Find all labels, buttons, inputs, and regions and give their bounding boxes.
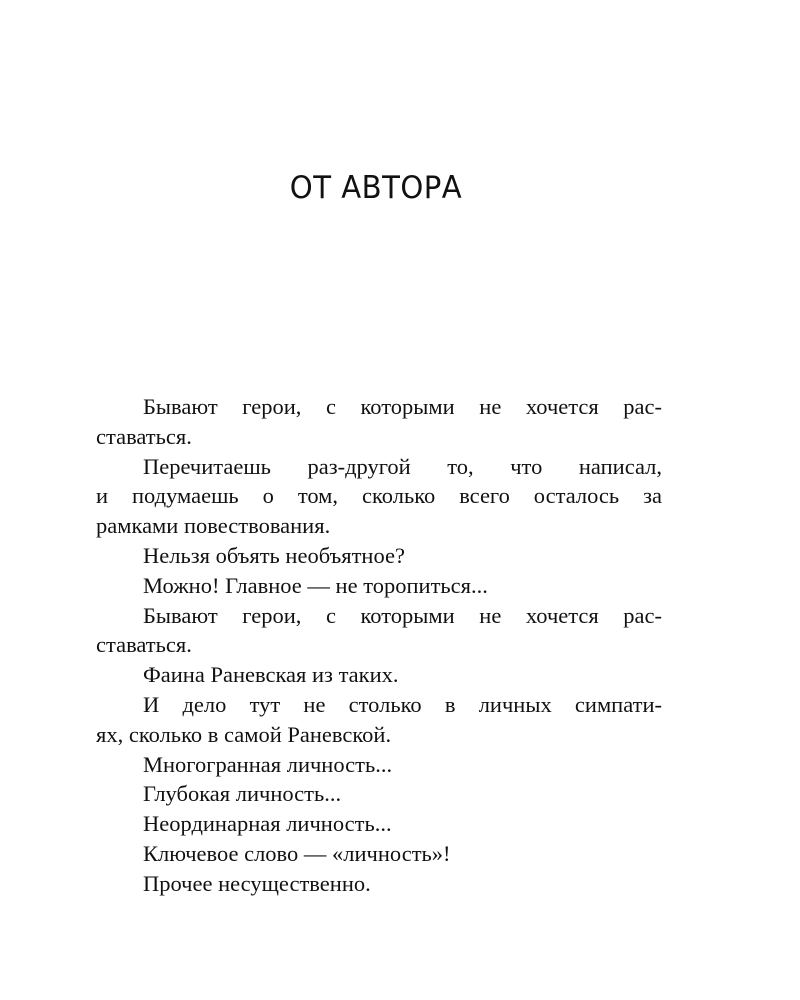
chapter-title: ОТ АВТОРА — [289, 170, 463, 206]
text-line: Глубокая личность... — [143, 781, 342, 807]
paragraph — [96, 392, 662, 452]
paragraph — [96, 750, 662, 780]
text-line: ставаться. — [96, 423, 192, 449]
paragraph — [96, 869, 662, 899]
text-line: Нельзя объять необъятное? — [143, 542, 405, 568]
text-line: Ключевое слово — «личность»! — [143, 840, 451, 866]
paragraph — [96, 839, 662, 869]
paragraph — [96, 571, 662, 601]
text-line: Бывают герои, с которыми не хочется рас- — [143, 394, 662, 419]
text-line: ях, сколько в самой Раневской. — [96, 721, 392, 747]
text-line: Перечитаешь раз-другой то, что написал, — [143, 453, 662, 479]
paragraph — [96, 452, 662, 541]
text-line: Бывают герои, с которыми не хочется рас- — [143, 602, 662, 628]
paragraph — [96, 690, 662, 750]
text-line: Многогранная личность... — [143, 751, 393, 777]
text-line: и подумаешь о том, сколько всего осталось за — [96, 483, 662, 509]
text-line: ставаться. — [96, 632, 192, 658]
paragraph — [96, 660, 662, 690]
text-line: Фаина Раневская из таких. — [143, 662, 399, 688]
paragraph — [96, 779, 662, 809]
text-line: рамками повествования. — [96, 513, 331, 539]
text-line: Прочее несущественно. — [143, 870, 371, 896]
paragraph — [96, 809, 662, 839]
text-line: Можно! Главное — не торопиться... — [143, 572, 488, 598]
body-text — [96, 392, 662, 899]
text-line: И дело тут не столько в личных симпати- — [143, 691, 662, 717]
text-line: Неординарная личность... — [143, 811, 392, 837]
paragraph — [96, 601, 662, 661]
paragraph — [96, 541, 662, 571]
